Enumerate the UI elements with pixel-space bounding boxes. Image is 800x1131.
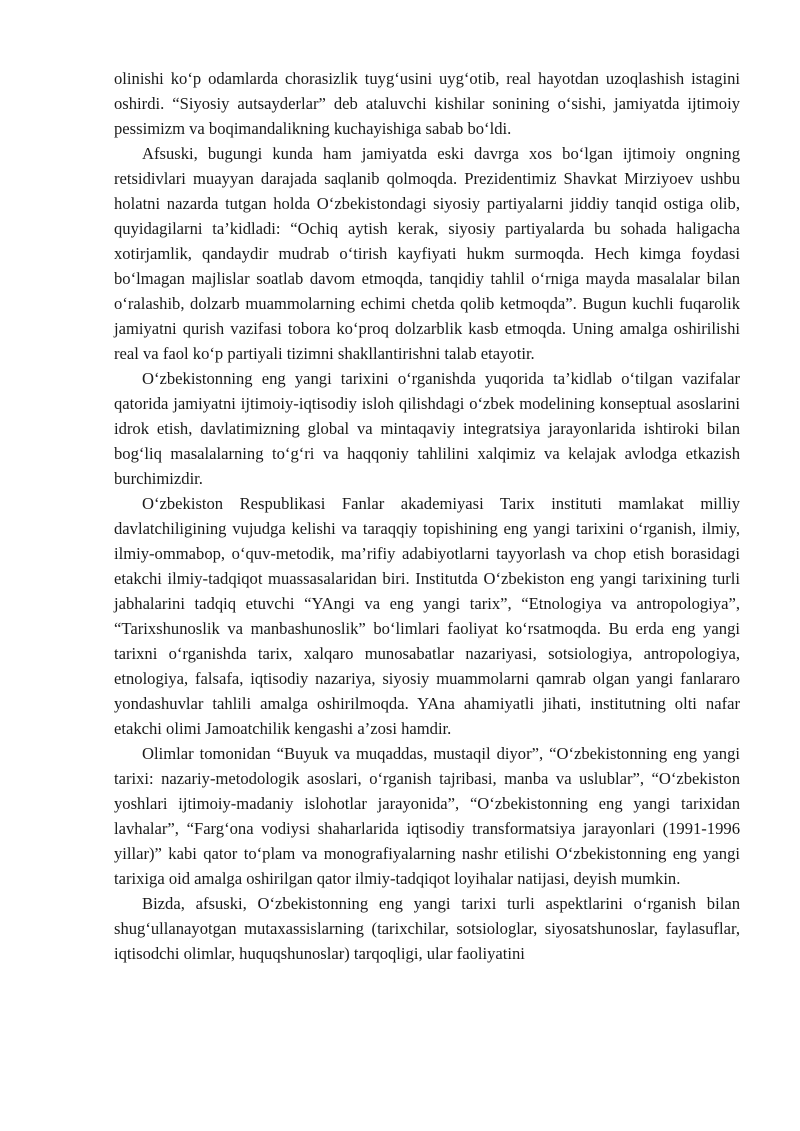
- paragraph-newest-history-tasks: O‘zbekistonning eng yangi tarixini o‘rganishda yuqorida ta’kidlab o‘tilgan vazifalar qatorida jamiyatni ijtimoiy-iqtisodiy isloh qilishdagi o‘zbek modelining konseptual asoslarini idrok etish, davlatimizning global va mintaqaviy integratsiya jarayonlarida ishtiroki bilan bog‘liq masalalarning to‘g‘ri va haqqoniy tahlilini xalqimiz va kelajak avlodga etkazish burchimizdir.: [114, 369, 740, 488]
- document-page: [114, 66, 740, 966]
- paragraph-ideology-relapse: Afsuski, bugungi kunda ham jamiyatda eski davrga xos bo‘lgan ijtimoiy ongning retsidivlari muayyan darajada saqlanib qolmoqda. Prezidentimiz Shavkat Mirziyoev ushbu holatni nazarda tutgan holda O‘zbekistondagi siyosiy partiyalarni jiddiy tanqid ostiga olib, quyidagilarni ta’kidladi: “Ochiq aytish kerak, siyosiy partiyalarda bu sohada haligacha xotirjamlik, qandaydir mudrab o‘tirish kayfiyati hukm surmoqda. Hech kimga foydasi bo‘lmagan majlislar soatlab davom etmoqda, tanqidiy tahlil o‘rniga mayda masalalar bilan o‘ralashib, dolzarb muammolarning echimi chetda qolib ketmoqda”. Bugun kuchli fuqarolik jamiyatni qurish vazifasi tobora ko‘proq dolzarblik kasb etmoqda. Uning amalga oshirilishi real va faol ko‘p partiyali tizimni shakllantirishni talab etayotir.: [114, 144, 740, 363]
- paragraph-publications: Olimlar tomonidan “Buyuk va muqaddas, mustaqil diyor”, “O‘zbekistonning eng yangi tarixi: nazariy-metodologik asoslari, o‘rganish tajribasi, manba va uslublar”, “O‘zbekiston yoshlari ijtimoiy-madaniy islohotlar jarayonida”, “O‘zbekistonning eng yangi tarixidan lavhalar”, “Farg‘ona vodiysi shaharlarida iqtisodiy transformatsiya jarayonlari (1991-1996 yillar)” kabi qator to‘plam va monografiyalarning nashr etilishi O‘zbekistonning eng yangi tarixiga oid amalga oshirilgan qator ilmiy-tadqiqot loyihalar natijasi, deyish mumkin.: [114, 744, 740, 888]
- paragraph-continuation: olinishi ko‘p odamlarda chorasizlik tuyg‘usini uyg‘otib, real hayotdan uzoqlashish istagini oshirdi. “Siyosiy autsayderlar” deb ataluvchi kishilar sonining o‘sishi, jamiyatda ijtimoiy pessimizm va boqimandalikning kuchayishiga sabab bo‘ldi.: [114, 69, 740, 138]
- paragraph-specialists: Bizda, afsuski, O‘zbekistonning eng yangi tarixi turli aspektlarini o‘rganish bilan shug‘ullanayotgan mutaxassislarning (tarixchilar, sotsiologlar, siyosatshunoslar, faylasuflar, iqtisodchi olimlar, huquqshunoslar) tarqoqligi, ular faoliyatini: [114, 894, 740, 963]
- paragraph-history-institute: O‘zbekiston Respublikasi Fanlar akademiyasi Tarix instituti mamlakat milliy davlatchiligining vujudga kelishi va taraqqiy topishining eng yangi tarixini o‘rganish, ilmiy, ilmiy-ommabop, o‘quv-metodik, ma’rifiy adabiyotlarni tayyorlash va chop etish borasidagi etakchi ilmiy-tadqiqot muassasalaridan biri. Institutda O‘zbekiston eng yangi tarixining turli jabhalarini tadqiq etuvchi “YAngi va eng yangi tarix”, “Etnologiya va antropologiya”, “Tarixshunoslik va manbashunoslik” bo‘limlari faoliyat ko‘rsatmoqda. Bu erda eng yangi tarixni o‘rganishda tarix, xalqaro munosabatlar nazariyasi, sotsiologiya, antropologiya, etnologiya, falsafa, iqtisodiy nazariya, siyosiy muammolarni qamrab olgan yangi fanlararo yondashuvlar tahlili amalga oshirilmoqda. YAna ahamiyatli jihati, institutning olti nafar etakchi olimi Jamoatchilik kengashi a’zosi hamdir.: [114, 494, 740, 738]
